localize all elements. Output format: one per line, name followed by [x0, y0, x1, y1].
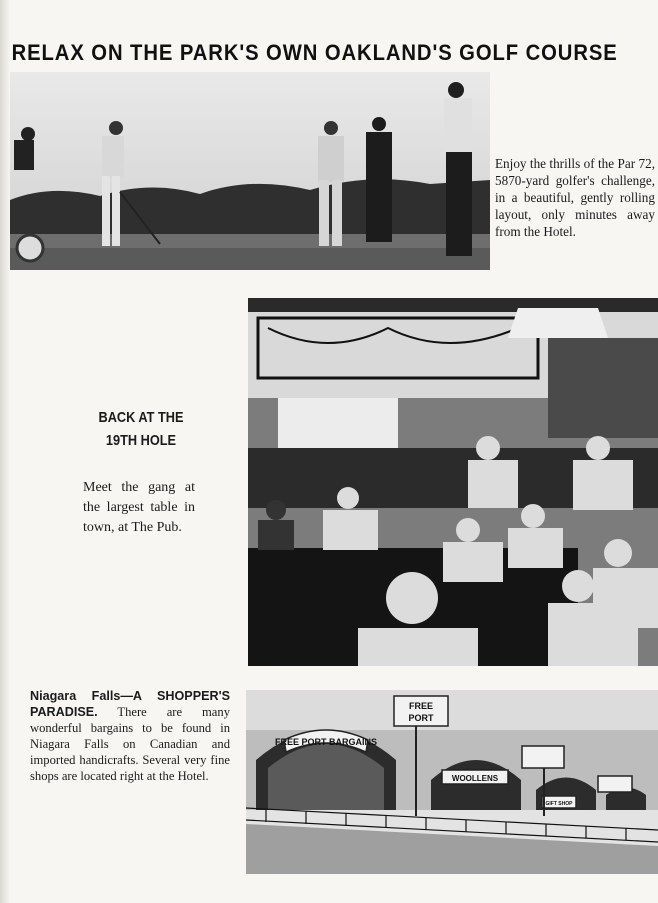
- shop-sign-woollens: WOOLLENS: [451, 774, 499, 783]
- pub-caption: Meet the gang at the largest table in town, at The Pub.: [83, 480, 195, 535]
- shop-sign-gift-shop: GIFT SHOP: [545, 801, 573, 807]
- shops-photo: [246, 690, 658, 874]
- golf-caption: Enjoy the thrills of the Par 72, 5870-yard golfer's challenge, in a beautiful, gently rolling layout, only minutes away from the Hotel.: [495, 156, 655, 239]
- shopping-caption: [30, 688, 230, 784]
- pub-heading-line2: 19TH HOLE: [105, 432, 177, 449]
- shop-sign-arch-text: FREE PORT BARGAINS: [274, 737, 378, 747]
- shop-sign-pole-line2: PORT: [408, 713, 434, 723]
- page-headline: RELAX ON THE PARK'S OWN OAKLAND'S GOLF COURSE: [11, 40, 618, 65]
- shop-sign-pole-line1: FREE: [408, 701, 434, 711]
- pub-heading: [89, 406, 193, 452]
- pub-heading-line1: BACK AT THE: [98, 409, 184, 426]
- shopping-caption-lead: Niagara Falls—A SHOPPER'S PARADISE.: [30, 689, 230, 719]
- page-binding-edge: [0, 0, 10, 903]
- golf-course-photo: [10, 72, 490, 270]
- pub-bar-photo: [248, 298, 658, 666]
- shopping-caption-body: There are many wonderful bargains to be found in Niagara Falls on Canadian and imported handicrafts. Several very fine shops are located right at the Hotel.: [30, 705, 230, 783]
